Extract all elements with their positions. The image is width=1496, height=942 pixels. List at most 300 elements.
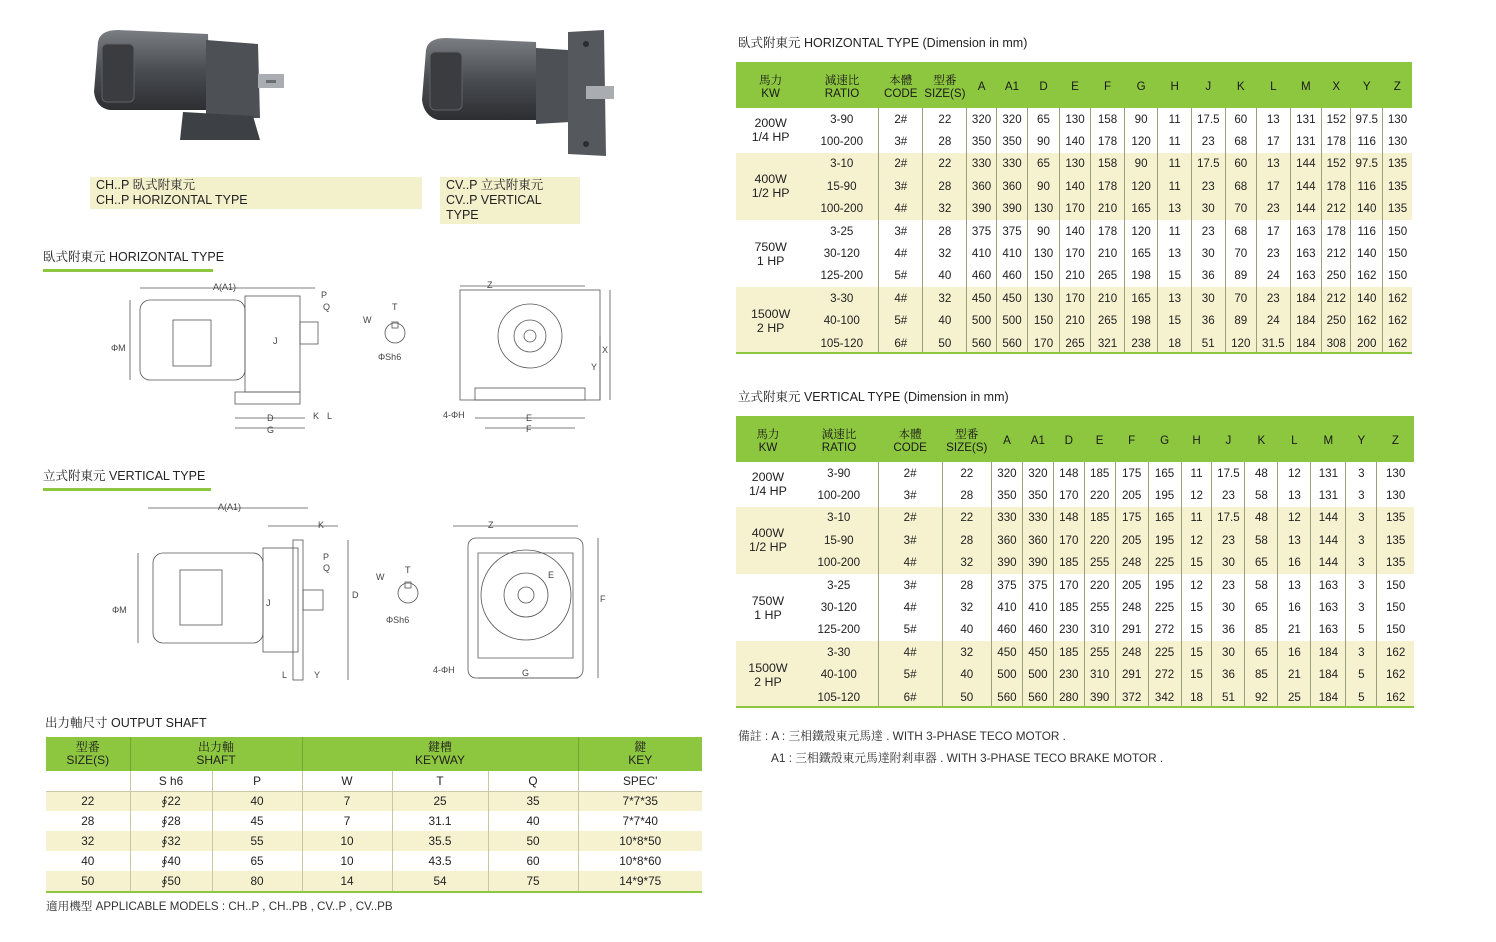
vertical_table-header bbox=[1053, 419, 1084, 462]
horizontal_table-header bbox=[1191, 65, 1225, 108]
table-cell: 3-25 bbox=[805, 220, 878, 242]
vertical_table-header bbox=[1377, 419, 1414, 462]
table-cell: 30 bbox=[1212, 641, 1245, 663]
table-cell: 23 bbox=[1257, 287, 1291, 309]
table-cell: 50 bbox=[942, 686, 991, 708]
power-cell bbox=[736, 153, 805, 220]
os-cell: ∮28 bbox=[130, 811, 212, 831]
os-cell: ∮22 bbox=[130, 791, 212, 811]
table-cell: 120 bbox=[1124, 175, 1158, 197]
os-cell: 25 bbox=[392, 791, 488, 811]
os-header-key bbox=[578, 737, 702, 771]
table-row bbox=[736, 220, 1412, 242]
table-cell: 92 bbox=[1245, 686, 1278, 708]
table-cell: 350 bbox=[996, 130, 1027, 152]
vertical_table-header-line: 馬力 bbox=[756, 427, 780, 441]
table-cell: 148 bbox=[1053, 507, 1084, 529]
table-cell: 58 bbox=[1245, 574, 1278, 596]
vdim-label-q: Q bbox=[323, 563, 331, 573]
table-cell: 170 bbox=[1028, 332, 1059, 354]
table-cell: 165 bbox=[1148, 507, 1181, 529]
table-cell: 150 bbox=[1382, 265, 1412, 287]
table-cell: 140 bbox=[1059, 130, 1090, 152]
horizontal-table-bottom-bar bbox=[736, 352, 1412, 354]
power-line: 1 HP bbox=[754, 607, 782, 622]
os-sub-6: SPEC' bbox=[578, 771, 702, 791]
table-cell: 272 bbox=[1148, 619, 1181, 641]
table-cell: 330 bbox=[967, 153, 996, 175]
dim-label-q: Q bbox=[323, 302, 331, 312]
table-cell: 135 bbox=[1382, 175, 1412, 197]
table-cell: 330 bbox=[992, 507, 1023, 529]
horizontal_table-header-line: H bbox=[1170, 80, 1179, 93]
vertical_table-header bbox=[800, 419, 878, 462]
vertical_table-header bbox=[878, 419, 942, 462]
table-cell: 90 bbox=[1028, 130, 1059, 152]
horizontal_table-header-line: X bbox=[1332, 80, 1341, 93]
table-cell: 3 bbox=[1346, 462, 1377, 484]
table-cell: 120 bbox=[1124, 130, 1158, 152]
table-cell: 150 bbox=[1382, 220, 1412, 242]
table-cell: 13 bbox=[1257, 108, 1291, 130]
vdim-label-h: 4-ΦH bbox=[433, 665, 455, 675]
table-cell: 560 bbox=[996, 332, 1027, 354]
horizontal_table-header-line: D bbox=[1039, 80, 1048, 93]
dim-label-d: D bbox=[267, 413, 274, 423]
dim-label-w: W bbox=[363, 315, 372, 325]
vertical-caption-en: CV..P VERTICAL TYPE bbox=[446, 193, 542, 222]
table-cell: 17.5 bbox=[1191, 108, 1225, 130]
os-row bbox=[46, 791, 702, 811]
table-cell: 40 bbox=[923, 310, 967, 332]
table-row bbox=[736, 153, 1412, 175]
table-cell: 21 bbox=[1278, 619, 1311, 641]
table-cell: 225 bbox=[1148, 596, 1181, 618]
table-cell: 152 bbox=[1322, 108, 1351, 130]
table-row bbox=[736, 619, 1414, 641]
table-cell: 162 bbox=[1377, 641, 1414, 663]
table-cell: 265 bbox=[1091, 265, 1125, 287]
table-cell: 205 bbox=[1115, 529, 1148, 551]
table-cell: 13 bbox=[1257, 153, 1291, 175]
os-header-key-en: KEY bbox=[628, 753, 653, 767]
horizontal-caption bbox=[90, 177, 422, 209]
table-cell: 178 bbox=[1091, 220, 1125, 242]
table-cell: 184 bbox=[1311, 686, 1346, 708]
os-sub-0 bbox=[46, 771, 130, 791]
table-cell: 131 bbox=[1290, 130, 1321, 152]
table-cell: 130 bbox=[1028, 242, 1059, 264]
table-cell: 3-30 bbox=[805, 287, 878, 309]
table-cell: 32 bbox=[923, 287, 967, 309]
vertical_table-header bbox=[1245, 419, 1278, 462]
table-cell: 13 bbox=[1158, 198, 1192, 220]
table-cell: 17.5 bbox=[1212, 462, 1245, 484]
table-cell: 22 bbox=[923, 108, 967, 130]
table-cell: 90 bbox=[1028, 175, 1059, 197]
os-cell: 32 bbox=[46, 831, 130, 851]
table-cell: 390 bbox=[996, 198, 1027, 220]
table-row bbox=[736, 332, 1412, 354]
table-cell: 32 bbox=[942, 596, 991, 618]
table-cell: 162 bbox=[1377, 686, 1414, 708]
vertical_table-header-line: A bbox=[1003, 434, 1011, 447]
horizontal_table-header bbox=[1351, 65, 1382, 108]
table-cell: 23 bbox=[1191, 130, 1225, 152]
table-cell: 170 bbox=[1059, 287, 1090, 309]
horizontal_table-header-line: F bbox=[1103, 80, 1112, 93]
table-cell: 12 bbox=[1278, 507, 1311, 529]
table-cell: 185 bbox=[1053, 596, 1084, 618]
output-shaft-title: 出力軸尺寸 OUTPUT SHAFT bbox=[45, 716, 207, 730]
table-cell: 248 bbox=[1115, 596, 1148, 618]
horizontal-section-title-text: 臥式附東元 HORIZONTAL TYPE bbox=[43, 250, 225, 264]
os-cell: 10 bbox=[302, 831, 392, 851]
table-row bbox=[736, 462, 1414, 484]
os-header-size-en: SIZE(S) bbox=[66, 753, 110, 767]
table-cell: 17 bbox=[1257, 220, 1291, 242]
vertical_table-header bbox=[992, 419, 1023, 462]
table-cell: 178 bbox=[1322, 130, 1351, 152]
table-cell: 65 bbox=[1245, 596, 1278, 618]
vertical_table-header bbox=[1278, 419, 1311, 462]
table-cell: 89 bbox=[1225, 265, 1256, 287]
table-cell: 30-120 bbox=[800, 596, 878, 618]
table-cell: 90 bbox=[1124, 108, 1158, 130]
table-cell: 178 bbox=[1091, 175, 1125, 197]
power-cell bbox=[736, 462, 800, 507]
table-cell: 11 bbox=[1181, 462, 1212, 484]
table-cell: 210 bbox=[1091, 242, 1125, 264]
table-row bbox=[736, 175, 1412, 197]
table-cell: 170 bbox=[1059, 242, 1090, 264]
table-cell: 150 bbox=[1382, 242, 1412, 264]
table-cell: 68 bbox=[1225, 175, 1256, 197]
vdim-label-z: Z bbox=[488, 520, 494, 530]
table-cell: 162 bbox=[1382, 287, 1412, 309]
os-cell: 40 bbox=[212, 791, 302, 811]
table-cell: 116 bbox=[1351, 175, 1382, 197]
table-cell: 65 bbox=[1245, 641, 1278, 663]
table-cell: 23 bbox=[1191, 220, 1225, 242]
table-cell: 170 bbox=[1053, 574, 1084, 596]
table-cell: 130 bbox=[1382, 108, 1412, 130]
table-cell: 17.5 bbox=[1191, 153, 1225, 175]
table-cell: 280 bbox=[1053, 686, 1084, 708]
vertical-caption-cn: CV..P 立式附東元 bbox=[446, 178, 544, 192]
vdim-label-m: ΦM bbox=[112, 605, 127, 615]
vdim-label-l: L bbox=[282, 670, 288, 680]
table-cell: 390 bbox=[992, 552, 1023, 574]
table-cell: 140 bbox=[1059, 175, 1090, 197]
dim-label-z: Z bbox=[487, 280, 493, 290]
dim-label-t: T bbox=[392, 302, 398, 312]
table-cell: 450 bbox=[1022, 641, 1053, 663]
horizontal_table-header bbox=[1124, 65, 1158, 108]
table-cell: 60 bbox=[1225, 153, 1256, 175]
table-cell: 175 bbox=[1115, 507, 1148, 529]
table-cell: 320 bbox=[1022, 462, 1053, 484]
table-cell: 140 bbox=[1351, 242, 1382, 264]
table-cell: 148 bbox=[1053, 462, 1084, 484]
horizontal_table-header-line: SIZE(S) bbox=[924, 86, 966, 100]
table-cell: 158 bbox=[1091, 153, 1125, 175]
table-cell: 15 bbox=[1181, 641, 1212, 663]
table-cell: 220 bbox=[1084, 529, 1115, 551]
table-cell: 17 bbox=[1257, 130, 1291, 152]
os-row bbox=[46, 851, 702, 871]
horizontal_table-header bbox=[736, 65, 805, 108]
table-cell: 360 bbox=[992, 529, 1023, 551]
horizontal-section-title bbox=[43, 247, 224, 265]
os-sub-4: T bbox=[392, 771, 488, 791]
power-line: 1/2 HP bbox=[748, 540, 787, 555]
table-cell: 51 bbox=[1191, 332, 1225, 354]
os-header-keyway bbox=[302, 737, 578, 771]
power-line: 750W bbox=[751, 593, 785, 608]
table-cell: 28 bbox=[923, 175, 967, 197]
table-cell: 342 bbox=[1148, 686, 1181, 708]
table-cell: 68 bbox=[1225, 220, 1256, 242]
table-cell: 3 bbox=[1346, 596, 1377, 618]
table-cell: 500 bbox=[996, 310, 1027, 332]
table-cell: 248 bbox=[1115, 552, 1148, 574]
table-cell: 175 bbox=[1115, 462, 1148, 484]
table-cell: 360 bbox=[1022, 529, 1053, 551]
table-cell: 125-200 bbox=[800, 619, 878, 641]
table-cell: 28 bbox=[942, 574, 991, 596]
vertical_table-header bbox=[1148, 419, 1181, 462]
table-cell: 2# bbox=[879, 108, 923, 130]
table-cell: 130 bbox=[1059, 108, 1090, 130]
table-cell: 24 bbox=[1257, 265, 1291, 287]
os-sub-3: W bbox=[302, 771, 392, 791]
vertical_table-header-line: K bbox=[1257, 434, 1266, 447]
dim-label-a: A(A1) bbox=[213, 282, 237, 292]
table-cell: 130 bbox=[1059, 153, 1090, 175]
power-line: 1500W bbox=[748, 660, 788, 675]
table-cell: 105-120 bbox=[805, 332, 878, 354]
table-cell: 163 bbox=[1290, 242, 1321, 264]
table-row bbox=[736, 310, 1412, 332]
table-cell: 360 bbox=[996, 175, 1027, 197]
vertical_table-header-line: M bbox=[1323, 434, 1334, 447]
horizontal_table-header bbox=[1225, 65, 1256, 108]
table-cell: 11 bbox=[1158, 153, 1192, 175]
table-cell: 291 bbox=[1115, 664, 1148, 686]
table-cell: 60 bbox=[1225, 108, 1256, 130]
table-cell: 163 bbox=[1290, 265, 1321, 287]
os-header-shaft-cn: 出力軸 bbox=[197, 740, 234, 754]
table-cell: 32 bbox=[923, 242, 967, 264]
table-cell: 255 bbox=[1084, 641, 1115, 663]
table-cell: 17 bbox=[1257, 175, 1291, 197]
table-cell: 460 bbox=[967, 265, 996, 287]
os-cell: 55 bbox=[212, 831, 302, 851]
table-cell: 265 bbox=[1059, 332, 1090, 354]
horizontal_table-header-line: Z bbox=[1393, 80, 1401, 93]
power-line: 1/4 HP bbox=[751, 130, 790, 145]
table-cell: 116 bbox=[1351, 130, 1382, 152]
table-cell: 125-200 bbox=[805, 265, 878, 287]
table-cell: 131 bbox=[1290, 108, 1321, 130]
table-cell: 100-200 bbox=[800, 552, 878, 574]
os-cell: 50 bbox=[46, 871, 130, 891]
table-cell: 13 bbox=[1278, 574, 1311, 596]
vertical_table-header-line: SIZE(S) bbox=[946, 440, 988, 454]
table-cell: 350 bbox=[992, 484, 1023, 506]
os-cell: 10*8*50 bbox=[578, 831, 702, 851]
os-cell: 7 bbox=[302, 791, 392, 811]
vdim-label-y: Y bbox=[314, 670, 321, 680]
os-cell: 54 bbox=[392, 871, 488, 891]
table-cell: 36 bbox=[1191, 310, 1225, 332]
power-line: 2 HP bbox=[754, 674, 782, 689]
table-row bbox=[736, 198, 1412, 220]
table-cell: 330 bbox=[1022, 507, 1053, 529]
table-cell: 230 bbox=[1053, 664, 1084, 686]
dim-label-g: G bbox=[267, 425, 275, 435]
table-cell: 410 bbox=[992, 596, 1023, 618]
table-cell: 2# bbox=[878, 462, 942, 484]
table-cell: 3 bbox=[1346, 552, 1377, 574]
table-cell: 184 bbox=[1311, 664, 1346, 686]
table-cell: 3 bbox=[1346, 529, 1377, 551]
table-cell: 250 bbox=[1322, 310, 1351, 332]
table-cell: 165 bbox=[1124, 242, 1158, 264]
table-cell: 3 bbox=[1346, 641, 1377, 663]
horizontal_table-header-line: G bbox=[1136, 80, 1146, 93]
table-cell: 198 bbox=[1124, 265, 1158, 287]
table-cell: 170 bbox=[1053, 529, 1084, 551]
table-cell: 3 bbox=[1346, 574, 1377, 596]
os-cell: 35 bbox=[488, 791, 578, 811]
table-cell: 3-25 bbox=[800, 574, 878, 596]
table-cell: 48 bbox=[1245, 462, 1278, 484]
horizontal_table-header-line: KW bbox=[761, 86, 780, 100]
table-cell: 5# bbox=[878, 664, 942, 686]
horizontal-caption-en: CH..P HORIZONTAL TYPE bbox=[96, 193, 248, 207]
table-cell: 30 bbox=[1191, 287, 1225, 309]
os-cell: 7*7*35 bbox=[578, 791, 702, 811]
table-cell: 135 bbox=[1377, 507, 1414, 529]
horizontal_table-header bbox=[996, 65, 1027, 108]
table-cell: 65 bbox=[1245, 552, 1278, 574]
table-cell: 28 bbox=[942, 529, 991, 551]
table-cell: 163 bbox=[1290, 220, 1321, 242]
power-line: 2 HP bbox=[756, 320, 785, 335]
table-cell: 12 bbox=[1278, 462, 1311, 484]
vertical_table-header-line: L bbox=[1291, 434, 1298, 447]
table-cell: 97.5 bbox=[1351, 108, 1382, 130]
vdim-label-f: F bbox=[600, 594, 606, 604]
table-cell: 30 bbox=[1212, 596, 1245, 618]
table-cell: 212 bbox=[1322, 198, 1351, 220]
vertical_table-header bbox=[1212, 419, 1245, 462]
table-cell: 500 bbox=[992, 664, 1023, 686]
os-row bbox=[46, 811, 702, 831]
table-cell: 3-10 bbox=[805, 153, 878, 175]
table-cell: 23 bbox=[1191, 175, 1225, 197]
vertical_table-header-line: G bbox=[1160, 434, 1170, 447]
table-cell: 31.5 bbox=[1257, 332, 1291, 354]
table-cell: 5# bbox=[879, 310, 923, 332]
table-cell: 150 bbox=[1028, 310, 1059, 332]
table-cell: 4# bbox=[879, 198, 923, 220]
table-row bbox=[736, 108, 1412, 130]
table-cell: 11 bbox=[1158, 175, 1192, 197]
os-sub-2: P bbox=[212, 771, 302, 791]
table-cell: 70 bbox=[1225, 287, 1256, 309]
table-cell: 4# bbox=[878, 596, 942, 618]
vertical-section-title-text: 立式附東元 VERTICAL TYPE bbox=[43, 469, 206, 483]
table-cell: 291 bbox=[1115, 619, 1148, 641]
os-cell: 10 bbox=[302, 851, 392, 871]
vertical_table-header-line: KW bbox=[758, 440, 778, 454]
table-cell: 3# bbox=[878, 574, 942, 596]
table-cell: 36 bbox=[1212, 619, 1245, 641]
os-cell: 50 bbox=[488, 831, 578, 851]
vdim-label-k: K bbox=[318, 520, 325, 530]
table-cell: 460 bbox=[1022, 619, 1053, 641]
os-sub-5: Q bbox=[488, 771, 578, 791]
dim-label-l: L bbox=[327, 411, 333, 421]
table-cell: 178 bbox=[1322, 220, 1351, 242]
table-cell: 162 bbox=[1351, 310, 1382, 332]
horizontal_table-header bbox=[1382, 65, 1412, 108]
os-cell: 75 bbox=[488, 871, 578, 891]
table-cell: 5 bbox=[1346, 619, 1377, 641]
table-cell: 13 bbox=[1158, 242, 1192, 264]
table-row bbox=[736, 484, 1414, 506]
table-row bbox=[736, 130, 1412, 152]
table-row bbox=[736, 596, 1414, 618]
table-cell: 90 bbox=[1028, 220, 1059, 242]
table-row bbox=[736, 552, 1414, 574]
table-cell: 212 bbox=[1322, 242, 1351, 264]
os-header-size bbox=[46, 737, 130, 771]
vertical-caption bbox=[440, 177, 580, 224]
table-cell: 5 bbox=[1346, 664, 1377, 686]
horizontal_table-header-line: 減速比 bbox=[824, 73, 860, 87]
table-cell: 17.5 bbox=[1212, 507, 1245, 529]
table-cell: 320 bbox=[996, 108, 1027, 130]
table-cell: 140 bbox=[1351, 287, 1382, 309]
horizontal_table-header-line: A bbox=[977, 80, 986, 93]
table-cell: 375 bbox=[996, 220, 1027, 242]
table-cell: 21 bbox=[1278, 664, 1311, 686]
dim-label-f: F bbox=[526, 424, 532, 434]
table-cell: 220 bbox=[1084, 484, 1115, 506]
table-cell: 11 bbox=[1181, 507, 1212, 529]
vertical_table-header bbox=[1115, 419, 1148, 462]
table-cell: 410 bbox=[996, 242, 1027, 264]
table-cell: 350 bbox=[1022, 484, 1053, 506]
table-cell: 162 bbox=[1382, 332, 1412, 354]
horizontal_table-header-line: M bbox=[1301, 80, 1311, 93]
vertical-section-title bbox=[43, 466, 205, 484]
table-cell: 18 bbox=[1158, 332, 1192, 354]
vertical-table-title: 立式附東元 VERTICAL TYPE (Dimension in mm) bbox=[738, 390, 1009, 404]
table-cell: 3-10 bbox=[800, 507, 878, 529]
table-cell: 210 bbox=[1091, 287, 1125, 309]
table-cell: 330 bbox=[996, 153, 1027, 175]
table-cell: 210 bbox=[1059, 310, 1090, 332]
table-cell: 15 bbox=[1181, 596, 1212, 618]
table-cell: 144 bbox=[1290, 175, 1321, 197]
table-cell: 410 bbox=[1022, 596, 1053, 618]
table-cell: 4# bbox=[879, 287, 923, 309]
